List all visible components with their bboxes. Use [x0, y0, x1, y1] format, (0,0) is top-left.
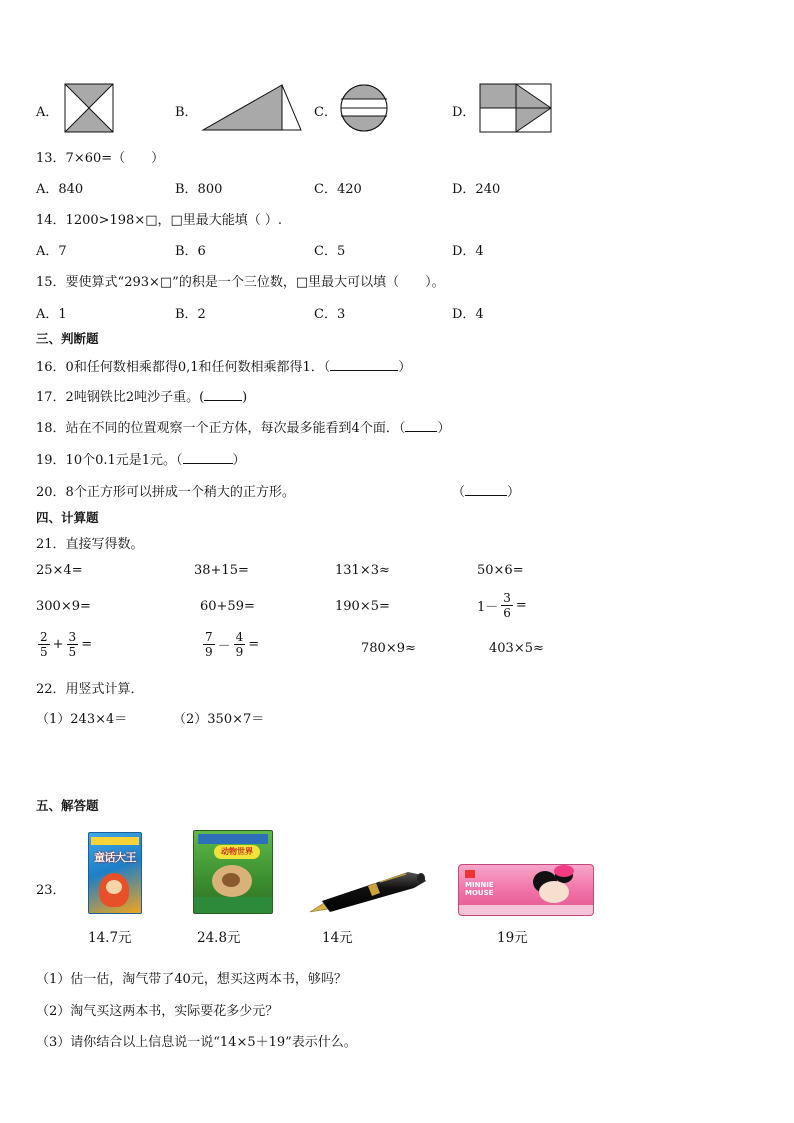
q15-option-c[interactable]: C．3: [314, 307, 346, 322]
q15-option-a[interactable]: A．1: [36, 307, 67, 322]
q21-expr: 25×4=: [36, 563, 83, 578]
q20-answer: [452, 481, 520, 500]
q20-answer-blank[interactable]: [465, 483, 507, 496]
q21-stem: 21．直接写得数。: [36, 537, 144, 552]
q17-answer-blank[interactable]: [204, 388, 242, 401]
q15-stem: 15．要使算式“293×□”的积是一个三位数，□里最大可以填（ ）。: [36, 275, 445, 290]
q18-answer-blank[interactable]: [405, 419, 437, 432]
q18-close: ）: [437, 421, 451, 436]
price-pen: 14元: [322, 930, 353, 946]
numerator: 7: [205, 630, 213, 644]
q21-expr: 131×3≈: [335, 563, 390, 578]
fraction: [234, 630, 246, 659]
fraction: [67, 630, 79, 659]
q13-stem: 13．7×60=（ ）: [36, 151, 165, 166]
q21-fraction-expr: [477, 591, 527, 620]
fraction: [203, 630, 215, 659]
q23-number: 23．: [36, 883, 66, 898]
pencil-case-title: MINNIE MOUSE: [465, 881, 494, 897]
expr-lead: 1－: [477, 600, 499, 615]
denominator: 9: [235, 645, 244, 659]
operator: +: [52, 637, 64, 652]
q16-text: 16．0和任何数相乘都得0,1和任何数相乘都得1．（: [36, 360, 331, 375]
q16-answer-blank[interactable]: [330, 358, 398, 371]
q14-option-b[interactable]: B．6: [175, 244, 206, 259]
q21-expr: 38+15=: [194, 563, 249, 578]
q14-stem: 14．1200>198×□，□里最大能填（ ）.: [36, 213, 283, 228]
section5-title: 五、解答题: [36, 798, 99, 813]
q17: [36, 386, 247, 405]
q20-close: ）: [507, 485, 521, 500]
q13-option-c[interactable]: C．420: [314, 182, 362, 197]
animal-book-title: 动物世界: [214, 845, 260, 859]
q12-option-d-letter: D．: [452, 105, 476, 120]
q12-option-c-letter: C．: [314, 105, 337, 120]
q14-option-c[interactable]: C．5: [314, 244, 346, 259]
q13-option-a[interactable]: A．840: [36, 182, 84, 197]
denominator: 5: [40, 645, 48, 659]
q17-close: ): [242, 390, 248, 405]
numerator: 3: [68, 630, 77, 644]
q21-expr: 50×6=: [477, 563, 524, 578]
q19-close: ）: [232, 453, 246, 468]
price-storybook: 14.7元: [88, 930, 132, 946]
q13-option-b[interactable]: B．800: [175, 182, 223, 197]
price-pencil-case: 19元: [497, 930, 528, 946]
q21-fraction-expr: [38, 630, 92, 659]
q22-stem: 22．用竖式计算．: [36, 682, 144, 697]
q14-option-d[interactable]: D．4: [452, 244, 484, 259]
section4-title: 四、计算题: [36, 510, 99, 525]
operator: －: [217, 639, 231, 654]
q22-part-2: （2）350×7＝: [173, 712, 265, 727]
circle-band-figure: [339, 83, 389, 133]
q19: [36, 449, 246, 468]
q21-fraction-expr: [203, 630, 259, 659]
expr-tail: =: [515, 598, 527, 613]
fraction: [501, 591, 513, 620]
q12-option-b-letter: B．: [175, 105, 198, 120]
q16-close: ）: [398, 360, 412, 375]
denominator: 9: [205, 645, 213, 659]
q15-option-b[interactable]: B．2: [175, 307, 206, 322]
q19-text: 19．10个0.1元是1元。（: [36, 453, 183, 468]
q18-text: 18．站在不同的位置观察一个正方体，每次最多能看到4个面．（: [36, 421, 406, 436]
q13-option-d[interactable]: D．240: [452, 182, 501, 197]
q21-expr: 300×9=: [36, 599, 91, 614]
pencil-case-icon: [458, 864, 594, 916]
q12-option-a-letter: A．: [36, 105, 59, 120]
denominator: 5: [68, 645, 77, 659]
q15-option-d[interactable]: D．4: [452, 307, 484, 322]
q21-expr: 60+59=: [200, 599, 255, 614]
denominator: 6: [503, 606, 511, 620]
expr-tail: =: [248, 637, 260, 652]
q23-sub-1: （1）估一估，淘气带了40元，想买这两本书，够吗？: [36, 972, 347, 987]
storybook-icon: [88, 832, 142, 914]
q20-open: （: [452, 485, 466, 500]
section3-title: 三、判断题: [36, 331, 99, 346]
fraction: [38, 630, 50, 659]
q23-sub-3: （3）请你结合以上信息说一说“14×5＋19”表示什么。: [36, 1035, 357, 1050]
q20-text: 20．8个正方形可以拼成一个稍大的正方形。: [36, 485, 295, 500]
square-hourglass-figure: [64, 83, 114, 133]
q21-expr: 403×5≈: [489, 641, 544, 656]
q23-sub-2: （2）淘气买这两本书，实际要花多少元？: [36, 1004, 279, 1019]
q21-expr: 190×5=: [335, 599, 390, 614]
triangle-figure: [200, 83, 304, 133]
expr-tail: =: [81, 637, 93, 652]
numerator: 3: [503, 591, 511, 605]
storybook-title: 童话大王: [94, 851, 136, 864]
q22-part-1: （1）243×4＝: [36, 712, 128, 727]
q16: [36, 356, 411, 375]
rectangle-grid-figure: [479, 83, 553, 133]
q21-expr: 780×9≈: [361, 641, 416, 656]
animal-book-icon: [193, 830, 273, 914]
q14-option-a[interactable]: A．7: [36, 244, 67, 259]
numerator: 2: [40, 630, 48, 644]
fountain-pen-icon: [306, 868, 430, 916]
q18: [36, 417, 450, 436]
numerator: 4: [235, 630, 244, 644]
price-animal-book: 24.8元: [197, 930, 241, 946]
q17-text: 17．2吨钢铁比2吨沙子重。(: [36, 390, 205, 405]
q19-answer-blank[interactable]: [183, 451, 233, 464]
